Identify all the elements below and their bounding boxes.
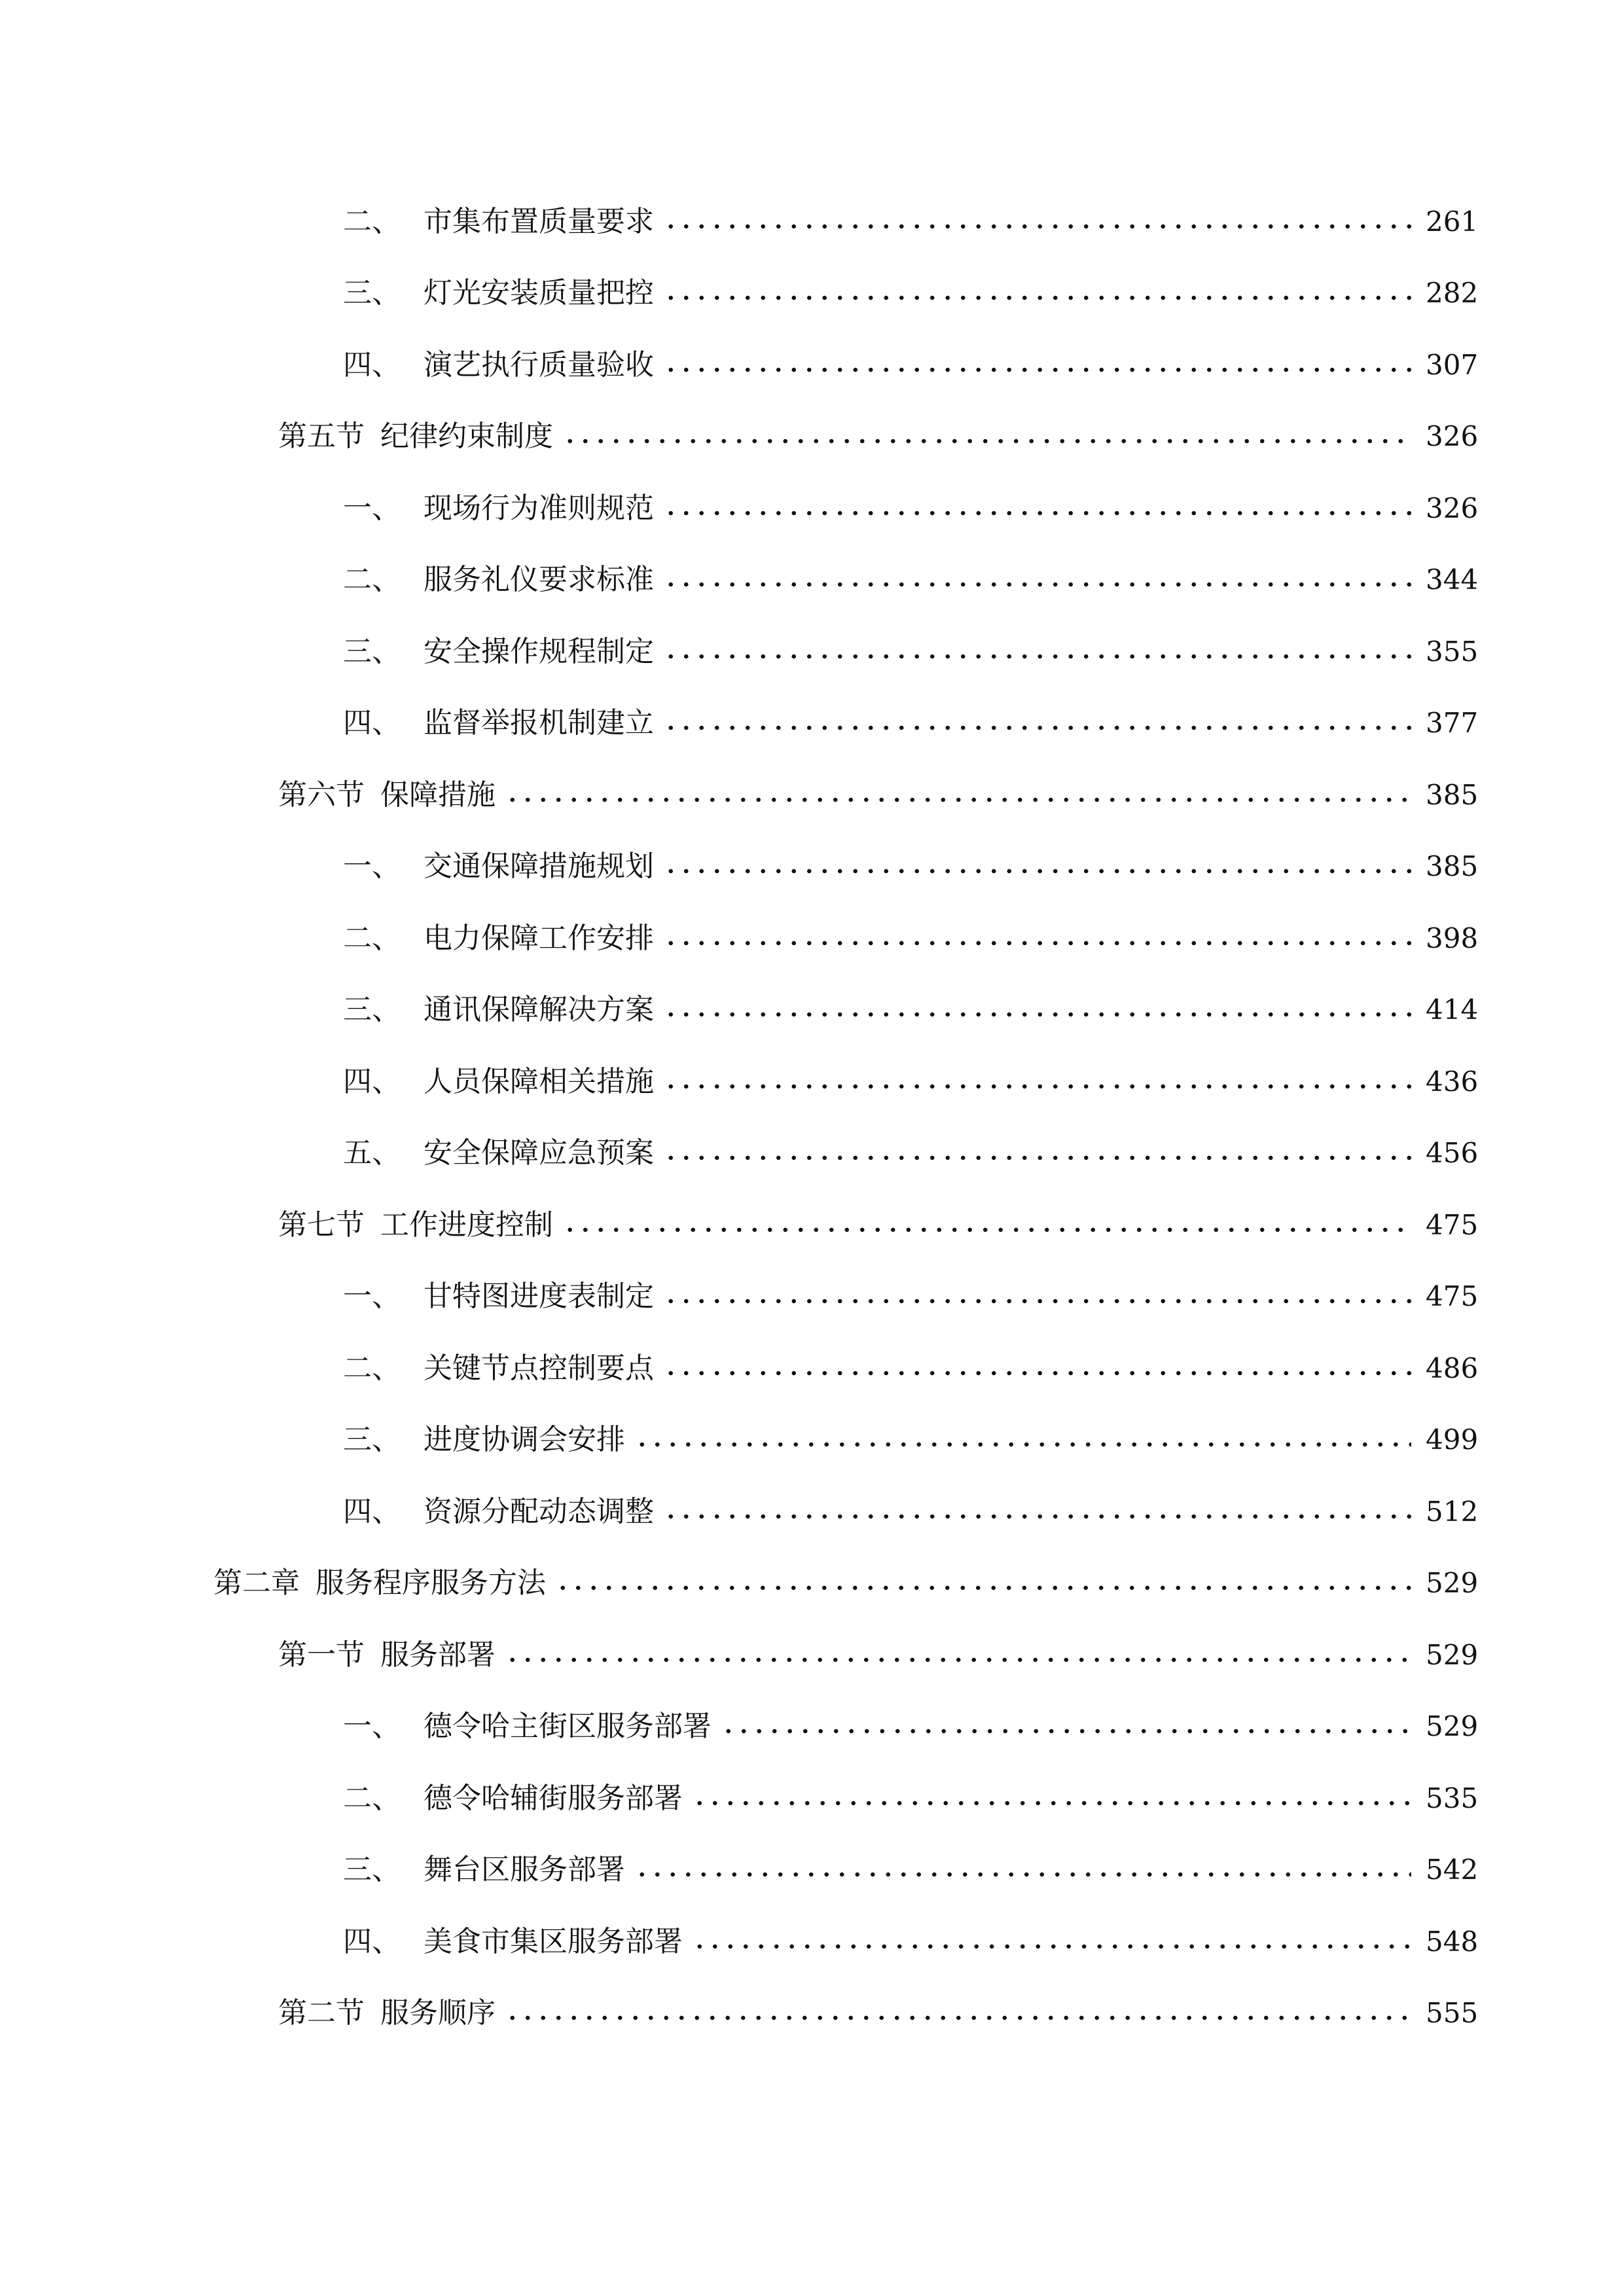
toc-entry-title: 安全操作规程制定 — [424, 634, 654, 668]
dot-leader — [634, 1871, 1411, 1878]
dot-leader — [663, 1154, 1411, 1162]
toc-entry-page: 326 — [1426, 492, 1479, 524]
toc-entry[interactable] — [0, 1835, 1624, 1907]
toc-entry-label — [343, 1064, 654, 1098]
toc-entry-number: 一、 — [343, 491, 401, 525]
dot-leader — [663, 1083, 1411, 1090]
toc-entry-page: 385 — [1426, 778, 1479, 811]
toc-entry[interactable] — [0, 1118, 1624, 1190]
toc-entry-page: 475 — [1426, 1208, 1479, 1241]
toc-entry-label — [343, 634, 654, 668]
toc-entry-title: 甘特图进度表制定 — [424, 1280, 654, 1314]
toc-chapter-entry[interactable] — [0, 1548, 1624, 1620]
toc-entry-page: 499 — [1426, 1424, 1479, 1456]
toc-entry-number: 第五节 — [278, 420, 365, 454]
toc-entry-page: 377 — [1426, 707, 1479, 740]
toc-entry-label — [343, 491, 654, 525]
toc-entry-title: 保障措施 — [380, 778, 496, 812]
toc-entry-number: 第二节 — [278, 1996, 365, 2030]
toc-entry-title: 现场行为准则规范 — [424, 491, 654, 525]
toc-entry-number: 四、 — [343, 1064, 401, 1098]
dot-leader — [663, 1513, 1411, 1520]
toc-entry-label — [343, 348, 654, 382]
dot-leader — [634, 1441, 1411, 1448]
toc-entry[interactable] — [0, 616, 1624, 688]
toc-entry[interactable] — [0, 1691, 1624, 1763]
toc-entry-label — [343, 850, 654, 884]
toc-entry-number: 四、 — [343, 348, 401, 382]
toc-entry-page: 456 — [1426, 1137, 1479, 1170]
toc-entry-title: 关键节点控制要点 — [424, 1351, 654, 1385]
toc-entry-title: 进度协调会安排 — [424, 1423, 625, 1457]
toc-entry-title: 资源分配动态调整 — [424, 1494, 654, 1528]
toc-entry-page: 486 — [1426, 1352, 1479, 1384]
toc-entry-number: 二、 — [343, 1781, 401, 1815]
dot-leader — [562, 1226, 1411, 1234]
toc-entry-label — [343, 1280, 654, 1314]
dot-leader — [663, 724, 1411, 732]
toc-entry-page: 542 — [1426, 1854, 1479, 1886]
dot-leader — [663, 366, 1411, 374]
dot-leader — [663, 581, 1411, 588]
toc-entry[interactable] — [0, 258, 1624, 330]
toc-entry-title: 监督举报机制建立 — [424, 706, 654, 740]
dot-leader — [663, 653, 1411, 660]
toc-entry-number: 四、 — [343, 1494, 401, 1528]
toc-entry-number: 三、 — [343, 634, 401, 668]
toc-entry[interactable] — [0, 1046, 1624, 1118]
toc-section-entry[interactable] — [0, 759, 1624, 831]
toc-entry-label — [343, 1136, 654, 1170]
toc-entry-title: 德令哈辅街服务部署 — [424, 1781, 683, 1815]
toc-entry[interactable] — [0, 545, 1624, 617]
toc-entry-title: 通讯保障解决方案 — [424, 993, 654, 1027]
toc-entry-number: 一、 — [343, 1710, 401, 1744]
toc-entry[interactable] — [0, 1261, 1624, 1333]
toc-entry-title: 人员保障相关措施 — [424, 1064, 654, 1098]
dot-leader — [562, 437, 1411, 445]
toc-entry-number: 二、 — [343, 204, 401, 238]
toc-entry[interactable] — [0, 903, 1624, 975]
dot-leader — [692, 1799, 1411, 1807]
toc-entry-label — [278, 420, 553, 454]
toc-entry-number: 三、 — [343, 1853, 401, 1887]
toc-entry-label — [343, 1853, 625, 1887]
toc-entry-page: 282 — [1426, 277, 1479, 310]
toc-entry-number: 三、 — [343, 993, 401, 1027]
toc-entry-label — [278, 1996, 496, 2030]
dot-leader — [505, 2014, 1411, 2022]
toc-entry-number: 第七节 — [278, 1208, 365, 1242]
toc-entry-label — [213, 1566, 546, 1600]
toc-entry-page: 344 — [1426, 564, 1479, 596]
toc-entry-number: 二、 — [343, 921, 401, 955]
dot-leader — [663, 1369, 1411, 1377]
toc-entry-page: 548 — [1426, 1925, 1479, 1958]
toc-entry-label — [343, 1924, 683, 1958]
toc-entry-title: 演艺执行质量验收 — [424, 348, 654, 382]
toc-entry-number: 三、 — [343, 1423, 401, 1457]
toc-entry-label — [343, 706, 654, 740]
toc-entry-title: 灯光安装质量把控 — [424, 276, 654, 310]
toc-entry-number: 第二章 — [213, 1566, 300, 1600]
toc-entry-title: 市集布置质量要求 — [424, 204, 654, 238]
toc-entry-title: 纪律约束制度 — [380, 420, 553, 454]
toc-entry-page: 529 — [1426, 1710, 1479, 1743]
toc-entry[interactable] — [0, 186, 1624, 258]
toc-entry-page: 475 — [1426, 1280, 1479, 1313]
toc-entry[interactable] — [0, 1763, 1624, 1835]
toc-entry-label — [343, 1423, 625, 1457]
toc-entry-title: 舞台区服务部署 — [424, 1853, 625, 1887]
toc-section-entry[interactable] — [0, 1978, 1624, 2050]
dot-leader — [505, 796, 1411, 804]
toc-entry-number: 二、 — [343, 1351, 401, 1385]
dot-leader — [663, 1011, 1411, 1018]
toc-entry-page: 555 — [1426, 1997, 1479, 2030]
toc-entry-label — [343, 993, 654, 1027]
toc-entry-page: 326 — [1426, 420, 1479, 453]
toc-entry-label — [343, 1494, 654, 1528]
dot-leader — [721, 1727, 1411, 1735]
toc-entry-number: 五、 — [343, 1136, 401, 1170]
toc-entry-title: 电力保障工作安排 — [424, 921, 654, 955]
toc-entry-page: 385 — [1426, 850, 1479, 883]
toc-entry[interactable] — [0, 975, 1624, 1047]
toc-entry-title: 服务部署 — [380, 1638, 496, 1672]
toc-entry[interactable] — [0, 1906, 1624, 1978]
toc-entry-label — [278, 1208, 553, 1242]
toc-entry-number: 第一节 — [278, 1638, 365, 1672]
toc-entry-label — [278, 1638, 496, 1672]
dot-leader — [663, 223, 1411, 230]
toc-entry-title: 美食市集区服务部署 — [424, 1924, 683, 1958]
toc-entry-number: 一、 — [343, 1280, 401, 1314]
toc-entry-label — [343, 563, 654, 597]
toc-entry-title: 工作进度控制 — [380, 1208, 553, 1242]
toc-entry-label — [278, 778, 496, 812]
toc-entry-page: 535 — [1426, 1782, 1479, 1814]
toc-entry-title: 交通保障措施规划 — [424, 850, 654, 884]
toc-entry[interactable] — [0, 831, 1624, 903]
toc-entry-number: 二、 — [343, 563, 401, 597]
dot-leader — [663, 867, 1411, 875]
toc-entry-page: 355 — [1426, 635, 1479, 668]
dot-leader — [692, 1943, 1411, 1950]
dot-leader — [663, 294, 1411, 302]
table-of-contents — [0, 186, 1624, 2049]
toc-entry-page: 529 — [1426, 1567, 1479, 1600]
toc-entry-label — [343, 1351, 654, 1385]
toc-entry-page: 529 — [1426, 1638, 1479, 1671]
dot-leader — [663, 939, 1411, 947]
toc-entry-number: 三、 — [343, 276, 401, 310]
toc-entry-number: 第六节 — [278, 778, 365, 812]
dot-leader — [663, 1297, 1411, 1305]
toc-entry-title: 服务礼仪要求标准 — [424, 563, 654, 597]
dot-leader — [663, 509, 1411, 517]
toc-entry[interactable] — [0, 688, 1624, 760]
toc-entry-title: 服务顺序 — [380, 1996, 496, 2030]
toc-section-entry[interactable] — [0, 1189, 1624, 1261]
dot-leader — [555, 1584, 1411, 1592]
toc-entry-label — [343, 1781, 683, 1815]
toc-entry[interactable] — [0, 473, 1624, 545]
toc-entry[interactable] — [0, 1476, 1624, 1548]
toc-entry-page: 436 — [1426, 1065, 1479, 1098]
toc-entry-label — [343, 921, 654, 955]
toc-section-entry[interactable] — [0, 401, 1624, 473]
toc-entry-page: 398 — [1426, 922, 1479, 954]
toc-entry[interactable] — [0, 1333, 1624, 1405]
toc-entry-page: 414 — [1426, 994, 1479, 1026]
toc-entry-page: 261 — [1426, 205, 1479, 238]
toc-entry-title: 德令哈主街区服务部署 — [424, 1710, 712, 1744]
toc-entry-number: 一、 — [343, 850, 401, 884]
toc-entry-number: 四、 — [343, 1924, 401, 1958]
toc-entry[interactable] — [0, 329, 1624, 401]
toc-entry-label — [343, 204, 654, 238]
toc-entry[interactable] — [0, 1405, 1624, 1477]
toc-entry-page: 307 — [1426, 348, 1479, 381]
toc-entry-title: 服务程序服务方法 — [316, 1566, 546, 1600]
toc-entry-number: 四、 — [343, 706, 401, 740]
toc-entry-label — [343, 1710, 712, 1744]
toc-section-entry[interactable] — [0, 1619, 1624, 1691]
toc-entry-label — [343, 276, 654, 310]
toc-entry-title: 安全保障应急预案 — [424, 1136, 654, 1170]
toc-entry-page: 512 — [1426, 1495, 1479, 1528]
dot-leader — [505, 1656, 1411, 1664]
